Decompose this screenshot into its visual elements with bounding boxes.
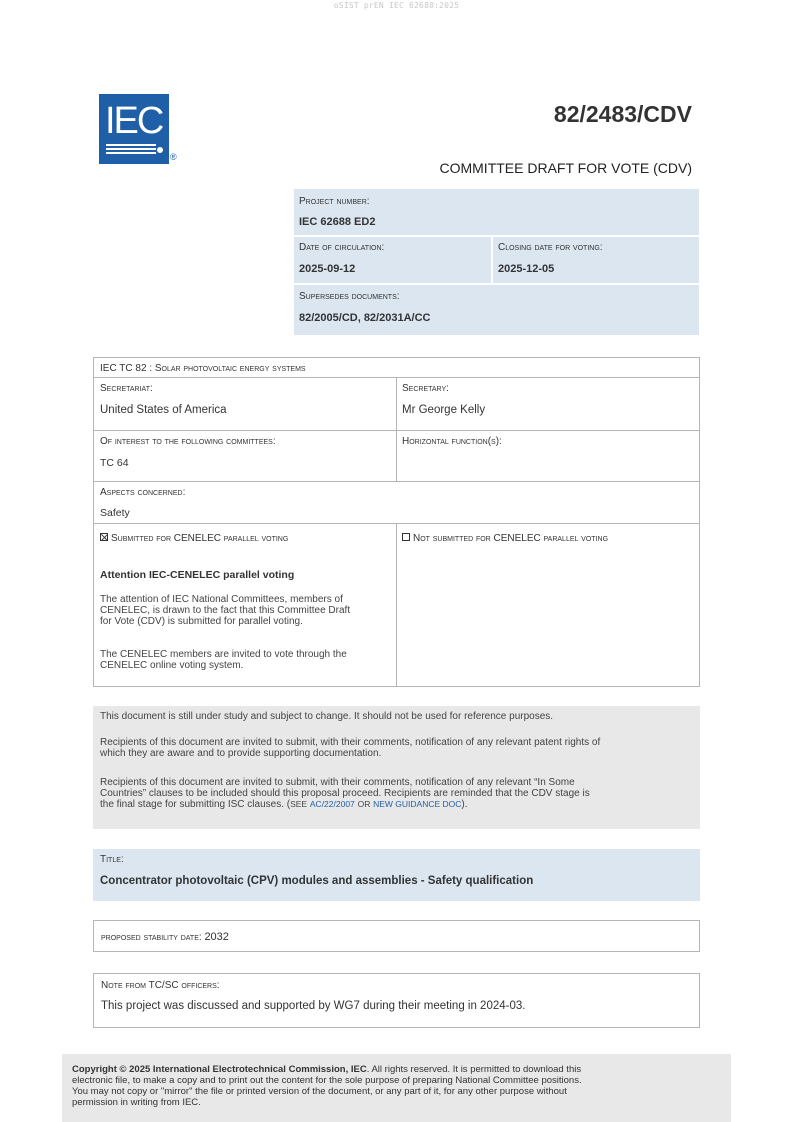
- ac-22-2007-link[interactable]: AC/22/2007: [309, 799, 355, 809]
- committee-title: IEC TC 82 : Solar photovoltaic energy systems: [100, 363, 306, 374]
- secretariat: United States of America: [100, 404, 227, 416]
- notice-p3: Recipients of this document are invited to submit, with their comments, notification of any relevant “In Some Countries” clauses to be included should this proposal proceed. Recipients are reminded that the CDV stage is the final stage for submitting ISC clauses. (SEE AC/22/2007 OR NEW GUIDANCE DOC).: [100, 777, 590, 810]
- date-circulation-label: Date of circulation:: [299, 242, 385, 253]
- supersedes: 82/2005/CD, 82/2031A/CC: [299, 312, 431, 324]
- attention-title: Attention IEC-CENELEC parallel voting: [100, 569, 295, 581]
- project-number-cell: [294, 189, 699, 235]
- interest: TC 64: [100, 457, 129, 469]
- new-guidance-doc-link[interactable]: NEW GUIDANCE DOC: [373, 799, 462, 809]
- checked-box-icon: [100, 533, 108, 541]
- horizontal-label: Horizontal function(s):: [402, 436, 502, 447]
- copyright-text: Copyright © 2025 International Electrotechnical Commission, IEC. All rights reserved. It is permitted to download this electronic file, to make a copy and to print out the content for the sole purpose of preparing National Committee positions. You may not copy or "mirror" the file or printed version of the document, or any part of it, for any other purpose without permission in writing from IEC.: [72, 1064, 582, 1108]
- supersedes-label: Supersedes documents:: [299, 291, 400, 302]
- document-type: COMMITTEE DRAFT FOR VOTE (CDV): [439, 160, 692, 176]
- note-box: [93, 973, 700, 1028]
- note-label: Note from TC/SC officers:: [101, 980, 220, 991]
- date-circulation: 2025-09-12: [299, 263, 356, 275]
- unchecked-box-icon: [402, 533, 410, 541]
- secretary: Mr George Kelly: [402, 404, 486, 416]
- title-label: Title:: [100, 854, 124, 865]
- iec-logo: [99, 94, 169, 164]
- interest-label: Of interest to the following committees:: [100, 436, 276, 447]
- notice-p2: Recipients of this document are invited to submit, with their comments, notification of any relevant patent rights of which they are aware and to provide supporting documentation.: [100, 737, 601, 759]
- registered-mark: ®: [170, 152, 177, 162]
- notice-block: [93, 706, 700, 829]
- project-number-label: Project number:: [299, 196, 370, 207]
- document-number: 82/2483/CDV: [553, 101, 692, 127]
- secretariat-label: Secretariat:: [100, 383, 153, 394]
- date-circulation-cell: [294, 237, 491, 283]
- copyright-block: [62, 1054, 731, 1122]
- closing-date-label: Closing date for voting:: [498, 242, 603, 253]
- secretary-label: Secretary:: [402, 383, 449, 394]
- aspects: Safety: [100, 507, 130, 519]
- notice-p1: This document is still under study and subject to change. It should not be used for reference purposes.: [100, 711, 554, 722]
- note-text: This project was discussed and supported by WG7 during their meeting in 2024-03.: [101, 1000, 526, 1012]
- closing-date-cell: [493, 237, 699, 283]
- project-number: IEC 62688 ED2: [299, 216, 376, 228]
- invite-text: The CENELEC members are invited to vote through the CENELEC online voting system.: [100, 649, 347, 671]
- not-submitted-cenelec-checkbox[interactable]: Not submitted for CENELEC parallel voting: [402, 533, 608, 544]
- closing-date: 2025-12-05: [498, 263, 555, 275]
- submitted-cenelec-checkbox[interactable]: Submitted for CENELEC parallel voting: [100, 533, 288, 544]
- watermark: oSIST prEN IEC 62688:2025: [333, 1, 460, 10]
- title-block: [93, 849, 700, 901]
- stability-box: [93, 920, 700, 952]
- logo-text: IEC: [105, 100, 163, 142]
- stability-date: proposed stability date: 2032: [101, 931, 229, 943]
- document-title: Concentrator photovoltaic (CPV) modules and assemblies - Safety qualification: [100, 875, 534, 887]
- supersedes-cell: [294, 285, 699, 335]
- attention-text: The attention of IEC National Committees, members of CENELEC, is drawn to the fact that this Committee Draft for Vote (CDV) is submitted for parallel voting.: [100, 594, 351, 627]
- aspects-label: Aspects concerned:: [100, 487, 186, 498]
